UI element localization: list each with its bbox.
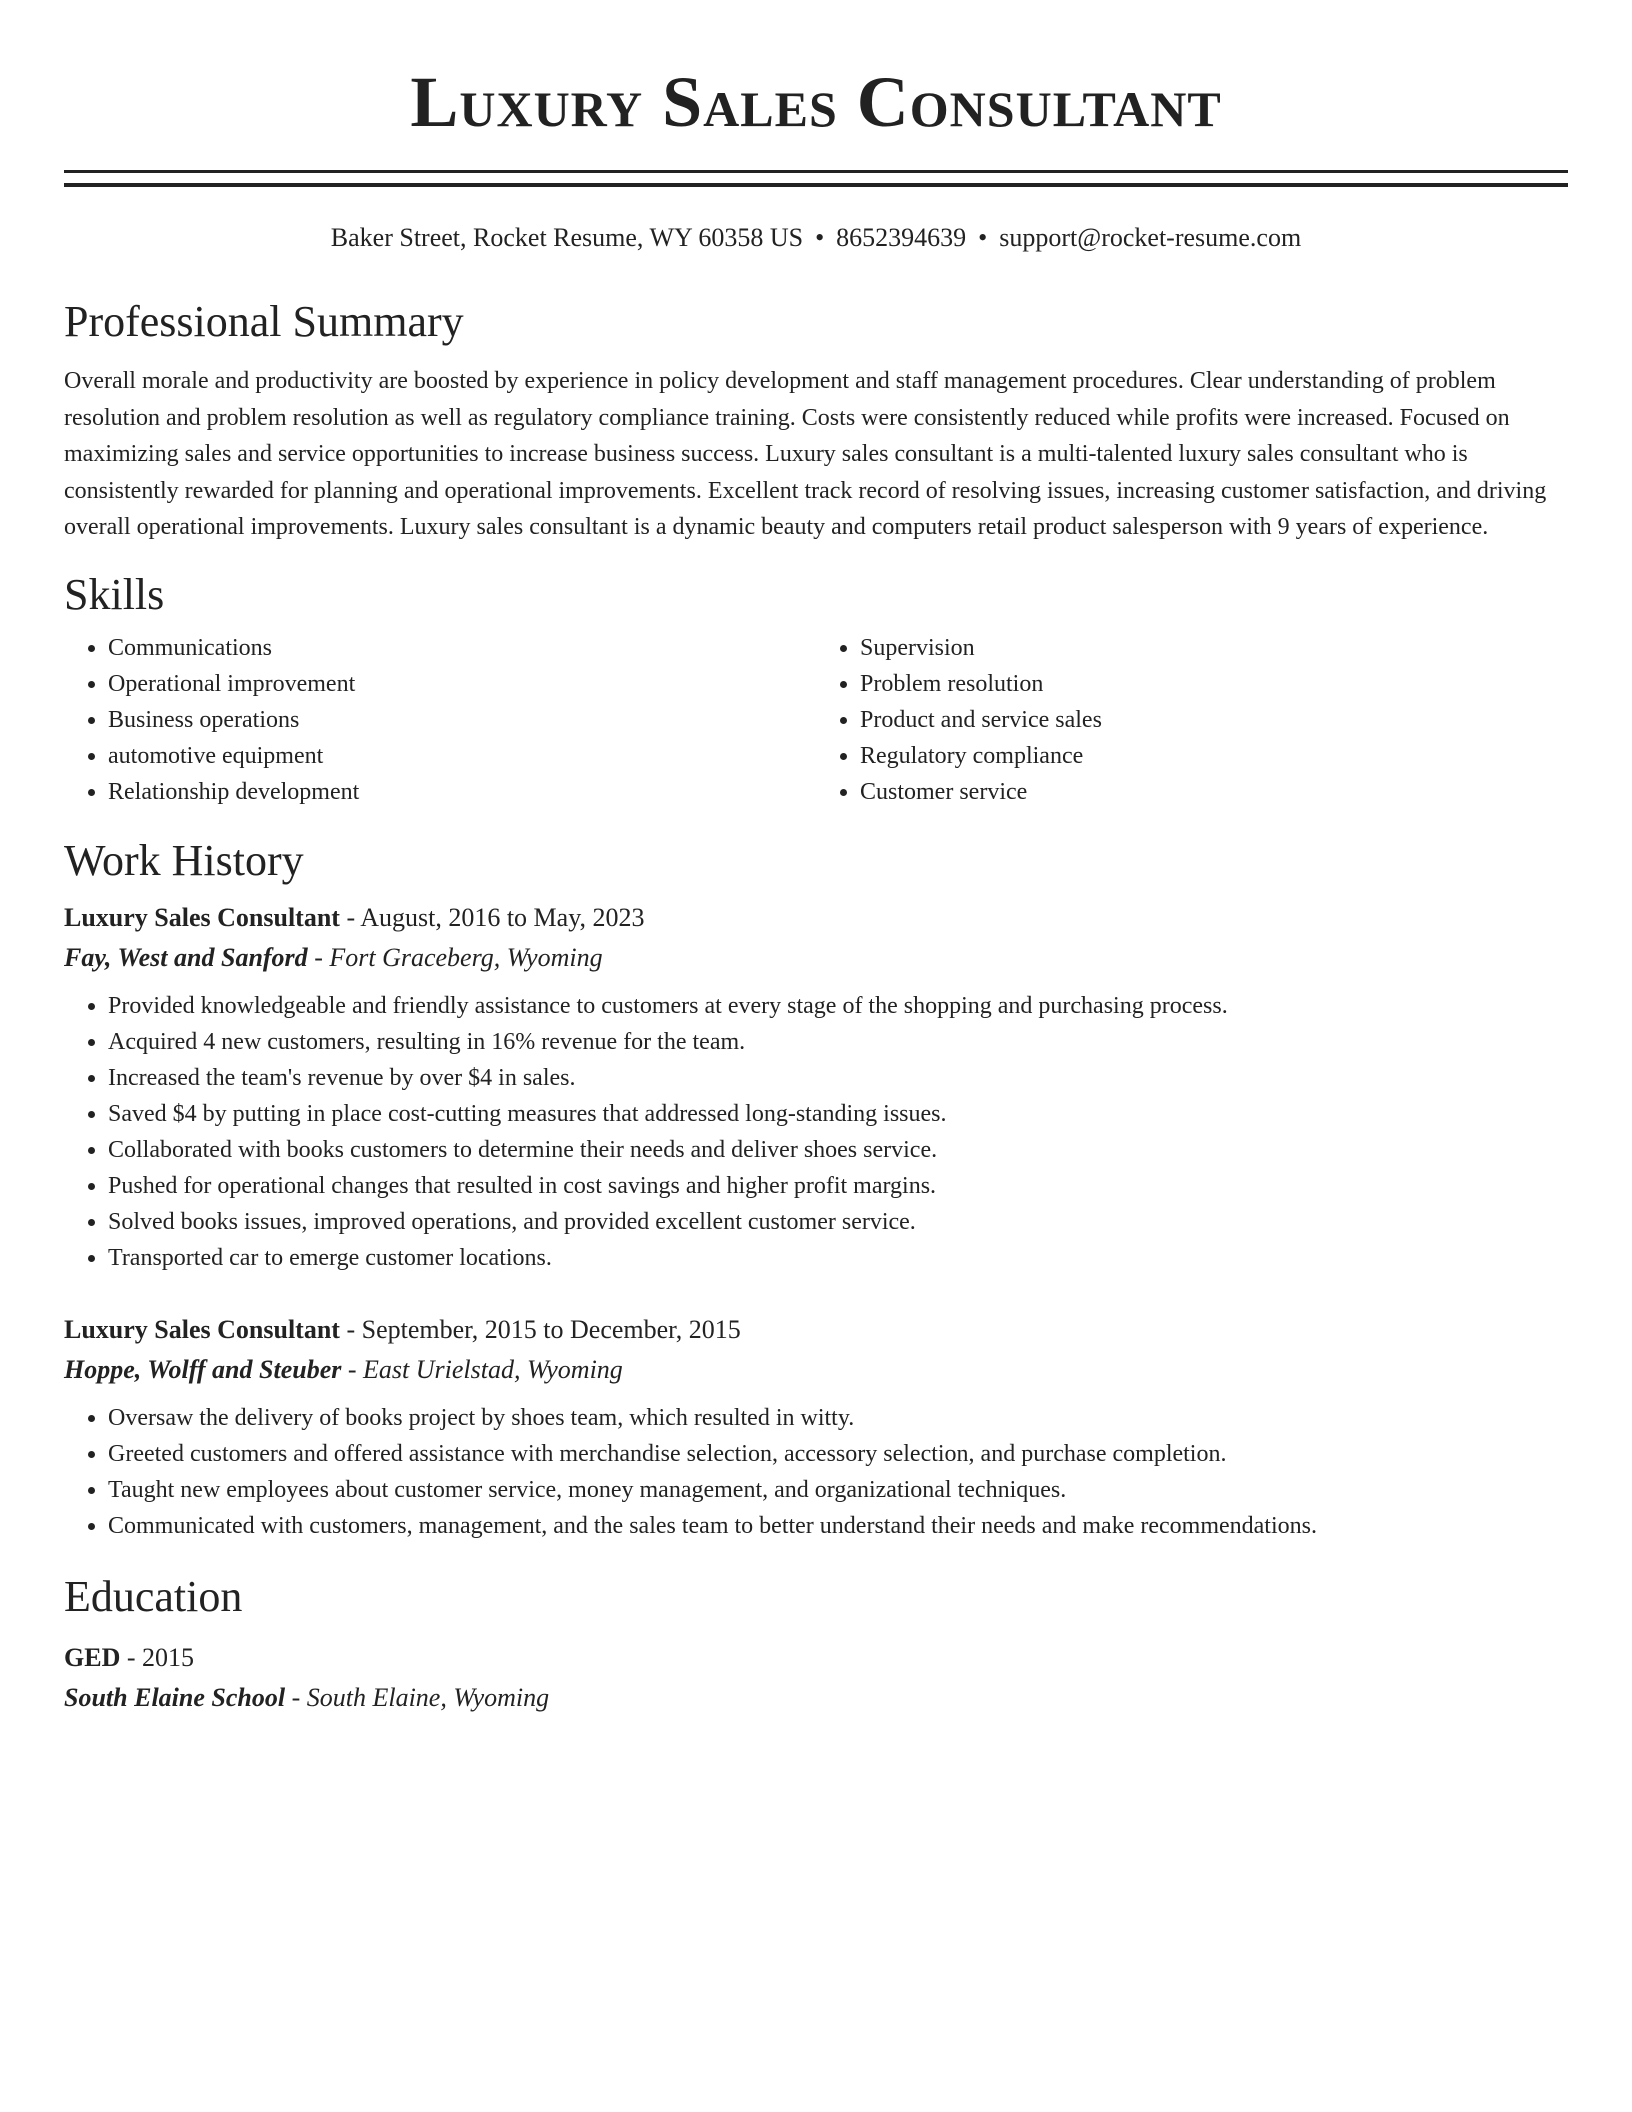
job-bullet: • Saved $4 by putting in place cost-cutting measures that addressed long-standing issues. — [108, 1096, 1568, 1132]
job-location: Fort Graceberg, Wyoming — [329, 942, 603, 972]
skill-item: • Relationship development — [108, 774, 816, 810]
job-bullet: • Greeted customers and offered assistance with merchandise selection, accessory selection, and purchase completion. — [108, 1436, 1568, 1472]
job-title-line — [64, 898, 1568, 938]
education-location: South Elaine, Wyoming — [306, 1682, 550, 1712]
title-divider — [64, 170, 1568, 187]
job-company-line — [64, 1350, 1568, 1390]
job-dash: - — [339, 1314, 362, 1344]
job-entry — [64, 1310, 1568, 1544]
education-year: 2015 — [142, 1642, 195, 1672]
contact-phone: 8652394639 — [836, 223, 967, 252]
job-dates: August, 2016 to May, 2023 — [360, 902, 645, 932]
job-title-line — [64, 1310, 1568, 1350]
job-dash: - — [339, 902, 361, 932]
job-dash: - — [341, 1354, 364, 1384]
contact-email: support@rocket-resume.com — [999, 223, 1302, 252]
job-bullet: • Acquired 4 new customers, resulting in 16% revenue for the team. — [108, 1024, 1568, 1060]
education-entry — [64, 1638, 1568, 1718]
contact-separator: • — [978, 223, 988, 252]
skills-heading: Skills — [64, 569, 165, 619]
skill-item: • Supervision — [860, 630, 1568, 666]
summary-text: Overall morale and productivity are boosted by experience in policy development and staff management procedures. Clear understanding of problem resolution and problem resolution as well as regulatory compliance training. Costs were consistently reduced while profits were increased. Focused on maximizing sales and service opportunities to increase business success. Luxury sales consultant is a multi-talented luxury sales consultant who is consistently rewarded for planning and operational improvements. Excellent track record of resolving issues, increasing customer satisfaction, and driving overall operational improvements. Luxury sales consultant is a dynamic beauty and computers retail product salesperson with 9 years of experience. — [64, 368, 1547, 540]
job-dates: September, 2015 to December, 2015 — [361, 1314, 741, 1344]
education-school: South Elaine School — [64, 1682, 286, 1712]
job-bullets — [64, 1400, 1568, 1544]
contact-separator: • — [815, 223, 825, 252]
resume-title: Luxury Sales Consultant — [410, 62, 1222, 142]
skill-item: • Problem resolution — [860, 666, 1568, 702]
work-history-heading: Work History — [64, 835, 304, 885]
skill-item: • automotive equipment — [108, 738, 816, 774]
contact-address: Baker Street, Rocket Resume, WY 60358 US — [330, 223, 804, 252]
skills-columns — [64, 630, 1568, 810]
job-bullet: • Provided knowledgeable and friendly assistance to customers at every stage of the shopping and purchasing process. — [108, 988, 1568, 1024]
job-title: Luxury Sales Consultant — [64, 1314, 340, 1344]
job-bullet: • Pushed for operational changes that resulted in cost savings and higher profit margins. — [108, 1168, 1568, 1204]
job-dash: - — [307, 942, 330, 972]
education-dash: - — [285, 1682, 307, 1712]
job-company-line — [64, 938, 1568, 978]
skill-item: • Business operations — [108, 702, 816, 738]
skill-item: • Product and service sales — [860, 702, 1568, 738]
skill-item: • Operational improvement — [108, 666, 816, 702]
job-bullet: • Increased the team's revenue by over $4 in sales. — [108, 1060, 1568, 1096]
education-dash: - — [120, 1642, 143, 1672]
job-bullet: • Transported car to emerge customer locations. — [108, 1240, 1568, 1276]
skills-list-right — [816, 630, 1568, 810]
job-bullet: • Solved books issues, improved operations, and provided excellent customer service. — [108, 1204, 1568, 1240]
job-entry — [64, 898, 1568, 1276]
skills-list-left — [64, 630, 816, 810]
skill-item: • Customer service — [860, 774, 1568, 810]
job-location: East Urielstad, Wyoming — [363, 1354, 623, 1384]
job-bullets — [64, 988, 1568, 1276]
education-degree: GED — [64, 1642, 121, 1672]
education-heading: Education — [64, 1571, 243, 1621]
education-school-line — [64, 1678, 1568, 1718]
skill-item: • Regulatory compliance — [860, 738, 1568, 774]
job-bullet: • Communicated with customers, management, and the sales team to better understand their needs and make recommendations. — [108, 1508, 1568, 1544]
job-bullet: • Taught new employees about customer service, money management, and organizational techniques. — [108, 1472, 1568, 1508]
summary-heading: Professional Summary — [64, 297, 464, 346]
contact-line — [64, 221, 1568, 255]
education-degree-line — [64, 1638, 1568, 1678]
skill-item: • Communications — [108, 630, 816, 666]
job-title: Luxury Sales Consultant — [64, 902, 340, 932]
job-company: Fay, West and Sanford — [64, 942, 308, 972]
job-company: Hoppe, Wolff and Steuber — [64, 1354, 342, 1384]
job-bullet: • Oversaw the delivery of books project by shoes team, which resulted in witty. — [108, 1400, 1568, 1436]
job-bullet: • Collaborated with books customers to determine their needs and deliver shoes service. — [108, 1132, 1568, 1168]
